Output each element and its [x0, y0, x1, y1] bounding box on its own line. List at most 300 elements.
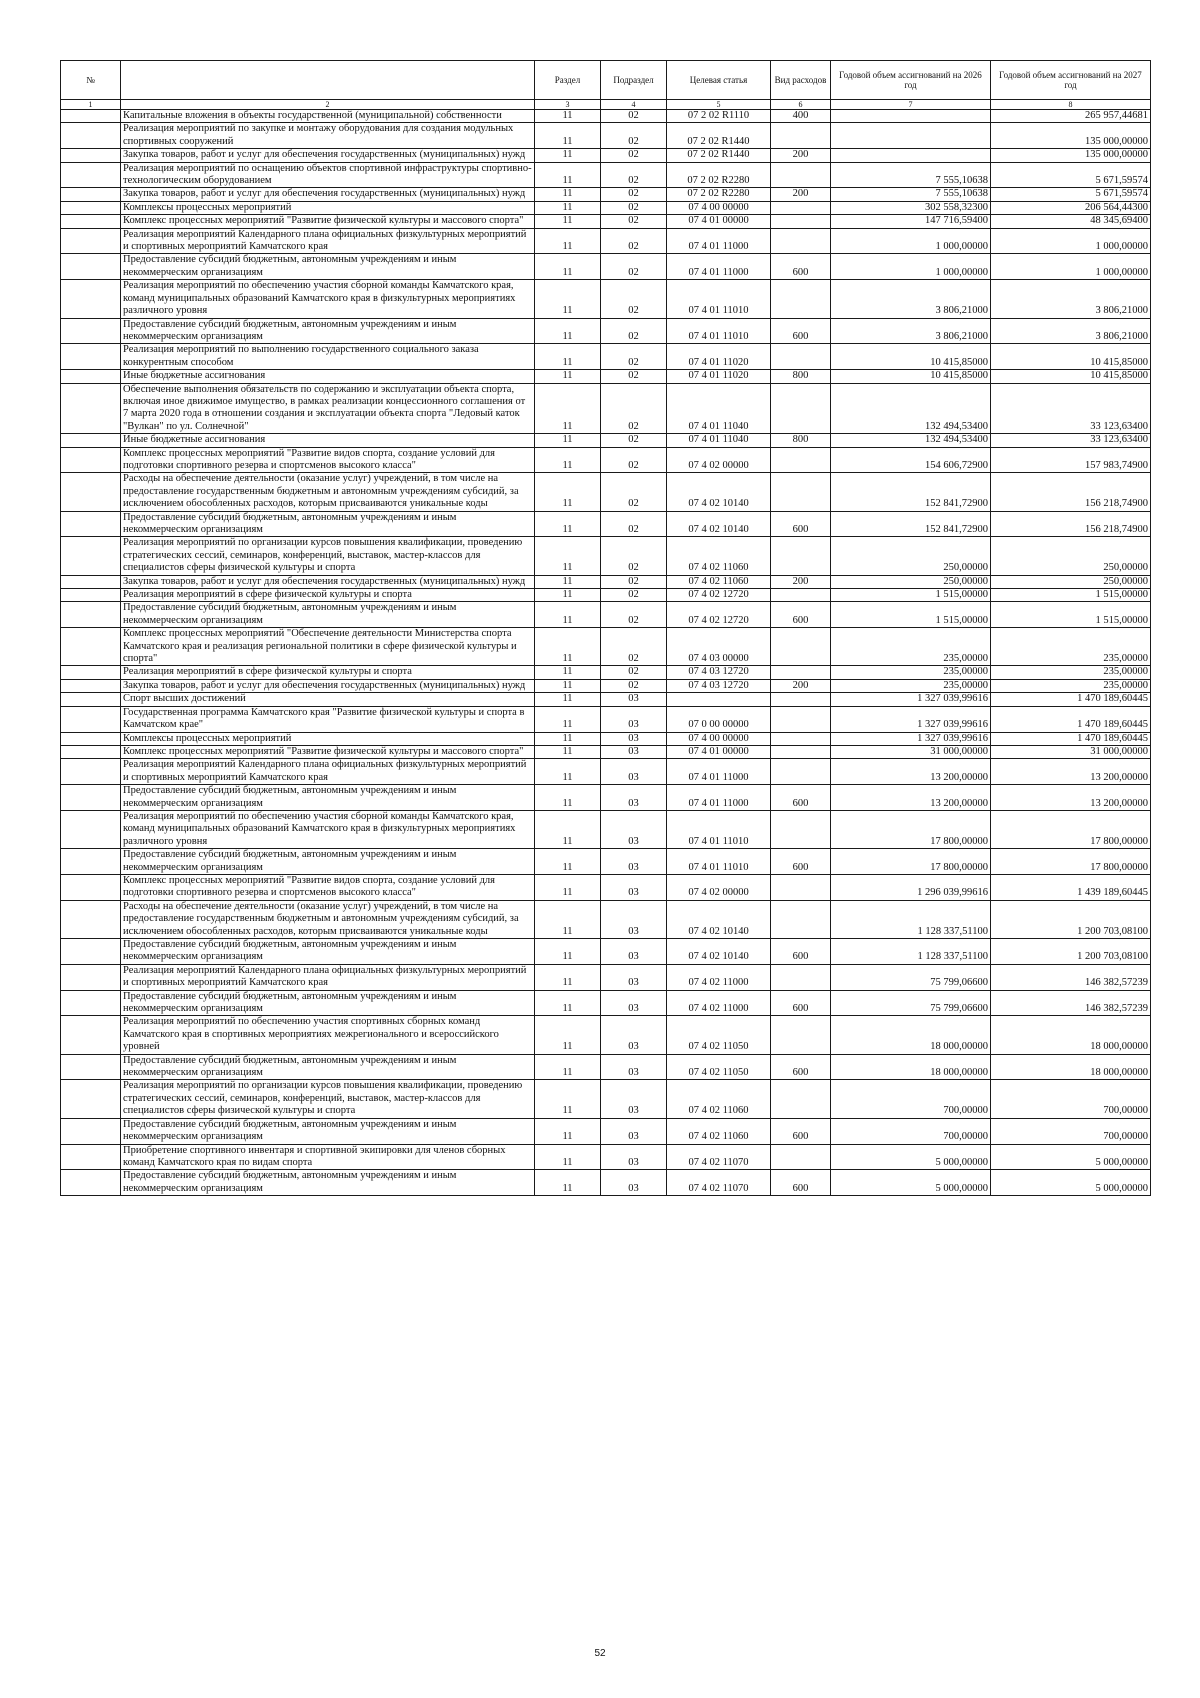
subsection-cell: 03: [601, 849, 667, 875]
target-article-cell: 07 4 02 10140: [667, 900, 771, 938]
target-article-cell: 07 4 03 12720: [667, 679, 771, 692]
target-article-cell: 07 4 02 11000: [667, 964, 771, 990]
amount-2027-cell: 146 382,57239: [991, 964, 1151, 990]
row-number-cell: [61, 370, 121, 383]
expense-type-cell: [771, 537, 831, 575]
item-name-cell: Комплекс процессных мероприятий "Развитие физической культуры и массового спорта": [121, 745, 535, 758]
item-name-cell: Спорт высших достижений: [121, 693, 535, 706]
item-name-cell: Реализация мероприятий Календарного плана официальных физкультурных мероприятий и спортивных мероприятий Камчатского края: [121, 964, 535, 990]
expense-type-cell: 600: [771, 1170, 831, 1196]
amount-2026-cell: 17 800,00000: [831, 810, 991, 848]
subsection-cell: 03: [601, 745, 667, 758]
section-cell: 11: [535, 254, 601, 280]
subsection-cell: 03: [601, 785, 667, 811]
section-cell: 11: [535, 964, 601, 990]
subsection-cell: 02: [601, 447, 667, 473]
section-cell: 11: [535, 511, 601, 537]
section-cell: 11: [535, 228, 601, 254]
expense-type-cell: [771, 693, 831, 706]
item-name-cell: Реализация мероприятий в сфере физической культуры и спорта: [121, 589, 535, 602]
subsection-cell: 02: [601, 228, 667, 254]
section-cell: 11: [535, 759, 601, 785]
amount-2026-cell: 132 494,53400: [831, 434, 991, 447]
amount-2027-cell: 135 000,00000: [991, 149, 1151, 162]
amount-2026-cell: 250,00000: [831, 575, 991, 588]
table-row: [61, 537, 1151, 575]
target-article-cell: 07 4 02 10140: [667, 473, 771, 511]
row-number-cell: [61, 383, 121, 434]
item-name-cell: Комплекс процессных мероприятий "Развитие физической культуры и массового спорта": [121, 215, 535, 228]
amount-2026-cell: 3 806,21000: [831, 280, 991, 318]
subsection-cell: 02: [601, 215, 667, 228]
subsection-cell: 02: [601, 602, 667, 628]
item-name-cell: Реализация мероприятий по обеспечению участия сборной команды Камчатского края, команд муниципальных образований Камчатского края в физкультурных мероприятиях различного уровня: [121, 280, 535, 318]
amount-2026-cell: 7 555,10638: [831, 188, 991, 201]
row-number-cell: [61, 810, 121, 848]
table-row: [61, 447, 1151, 473]
subsection-cell: 02: [601, 473, 667, 511]
expense-type-cell: 600: [771, 254, 831, 280]
item-name-cell: Иные бюджетные ассигнования: [121, 434, 535, 447]
amount-2026-cell: 235,00000: [831, 679, 991, 692]
row-number-cell: [61, 228, 121, 254]
row-number-cell: [61, 732, 121, 745]
column-number: 4: [601, 100, 667, 110]
amount-2026-cell: 75 799,06600: [831, 964, 991, 990]
subsection-cell: 02: [601, 318, 667, 344]
amount-2026-cell: 154 606,72900: [831, 447, 991, 473]
amount-2026-cell: 18 000,00000: [831, 1054, 991, 1080]
row-number-cell: [61, 874, 121, 900]
header-target-article: Целевая статья: [667, 61, 771, 100]
subsection-cell: 02: [601, 628, 667, 666]
subsection-cell: 02: [601, 511, 667, 537]
section-cell: 11: [535, 575, 601, 588]
amount-2026-cell: 250,00000: [831, 537, 991, 575]
target-article-cell: 07 4 02 00000: [667, 874, 771, 900]
item-name-cell: Предоставление субсидий бюджетным, автономным учреждениям и иным некоммерческим организациям: [121, 254, 535, 280]
expense-type-cell: [771, 201, 831, 214]
row-number-cell: [61, 344, 121, 370]
header-expense-type: Вид расходов: [771, 61, 831, 100]
row-number-cell: [61, 745, 121, 758]
item-name-cell: Реализация мероприятий по оснащению объектов спортивной инфраструктуры спортивно-технологическим оборудованием: [121, 162, 535, 188]
header-no: №: [61, 61, 121, 100]
target-article-cell: 07 4 02 11050: [667, 1016, 771, 1054]
amount-2027-cell: 250,00000: [991, 575, 1151, 588]
amount-2026-cell: 31 000,00000: [831, 745, 991, 758]
row-number-cell: [61, 1016, 121, 1054]
expense-type-cell: [771, 810, 831, 848]
target-article-cell: 07 4 01 11000: [667, 785, 771, 811]
subsection-cell: 03: [601, 964, 667, 990]
budget-table-page: [60, 60, 1150, 1196]
row-number-cell: [61, 188, 121, 201]
header-amount-2026: Годовой объем ассигнований на 2026 год: [831, 61, 991, 100]
amount-2026-cell: [831, 123, 991, 149]
table-row: [61, 201, 1151, 214]
table-row: [61, 1080, 1151, 1118]
item-name-cell: Предоставление субсидий бюджетным, автономным учреждениям и иным некоммерческим организациям: [121, 1170, 535, 1196]
subsection-cell: 02: [601, 666, 667, 679]
section-cell: 11: [535, 693, 601, 706]
subsection-cell: 02: [601, 575, 667, 588]
target-article-cell: 07 4 01 11000: [667, 228, 771, 254]
section-cell: 11: [535, 318, 601, 344]
amount-2027-cell: 13 200,00000: [991, 785, 1151, 811]
amount-2026-cell: [831, 110, 991, 123]
row-number-cell: [61, 939, 121, 965]
subsection-cell: 02: [601, 123, 667, 149]
row-number-cell: [61, 1144, 121, 1170]
target-article-cell: 07 4 00 00000: [667, 201, 771, 214]
table-row: [61, 964, 1151, 990]
amount-2026-cell: 3 806,21000: [831, 318, 991, 344]
expense-type-cell: 600: [771, 785, 831, 811]
target-article-cell: 07 4 02 10140: [667, 511, 771, 537]
item-name-cell: Закупка товаров, работ и услуг для обеспечения государственных (муниципальных) нужд: [121, 575, 535, 588]
subsection-cell: 03: [601, 1170, 667, 1196]
page-number: 52: [594, 1648, 606, 1659]
section-cell: 11: [535, 344, 601, 370]
expense-type-cell: 600: [771, 939, 831, 965]
item-name-cell: Реализация мероприятий Календарного плана официальных физкультурных мероприятий и спортивных мероприятий Камчатского края: [121, 228, 535, 254]
target-article-cell: 07 2 02 R2280: [667, 188, 771, 201]
expense-type-cell: [771, 589, 831, 602]
expense-type-cell: [771, 228, 831, 254]
row-number-cell: [61, 215, 121, 228]
amount-2026-cell: 13 200,00000: [831, 759, 991, 785]
row-number-cell: [61, 162, 121, 188]
row-number-cell: [61, 628, 121, 666]
section-cell: 11: [535, 785, 601, 811]
amount-2026-cell: 152 841,72900: [831, 511, 991, 537]
amount-2026-cell: 235,00000: [831, 666, 991, 679]
expense-type-cell: 400: [771, 110, 831, 123]
subsection-cell: 03: [601, 1118, 667, 1144]
amount-2026-cell: 132 494,53400: [831, 383, 991, 434]
row-number-cell: [61, 849, 121, 875]
column-number: 1: [61, 100, 121, 110]
expense-type-cell: [771, 447, 831, 473]
subsection-cell: 02: [601, 162, 667, 188]
amount-2027-cell: 33 123,63400: [991, 434, 1151, 447]
table-body: [61, 110, 1151, 1196]
section-cell: 11: [535, 1144, 601, 1170]
target-article-cell: 07 4 01 11010: [667, 280, 771, 318]
expense-type-cell: [771, 759, 831, 785]
item-name-cell: Реализация мероприятий по организации курсов повышения квалификации, проведению стратегических сессий, семинаров, конференций, выставок, мастер-классов для специалистов сферы физической культуры и спорта: [121, 1080, 535, 1118]
amount-2026-cell: 5 000,00000: [831, 1144, 991, 1170]
amount-2027-cell: 1 200 703,08100: [991, 900, 1151, 938]
subsection-cell: 03: [601, 1144, 667, 1170]
section-cell: 11: [535, 939, 601, 965]
target-article-cell: 07 4 02 12720: [667, 589, 771, 602]
subsection-cell: 02: [601, 383, 667, 434]
row-number-cell: [61, 900, 121, 938]
item-name-cell: Предоставление субсидий бюджетным, автономным учреждениям и иным некоммерческим организациям: [121, 939, 535, 965]
item-name-cell: Капитальные вложения в объекты государственной (муниципальной) собственности: [121, 110, 535, 123]
expense-type-cell: 800: [771, 370, 831, 383]
section-cell: 11: [535, 666, 601, 679]
amount-2027-cell: 1 470 189,60445: [991, 693, 1151, 706]
table-header-row: [61, 61, 1151, 100]
table-row: [61, 810, 1151, 848]
expense-type-cell: [771, 706, 831, 732]
row-number-cell: [61, 110, 121, 123]
item-name-cell: Закупка товаров, работ и услуг для обеспечения государственных (муниципальных) нужд: [121, 679, 535, 692]
budget-table: [60, 60, 1151, 1196]
table-row: [61, 1144, 1151, 1170]
target-article-cell: 07 4 01 11040: [667, 434, 771, 447]
item-name-cell: Реализация мероприятий по выполнению государственного социального заказа конкурентным способом: [121, 344, 535, 370]
expense-type-cell: [771, 628, 831, 666]
amount-2026-cell: 1 296 039,99616: [831, 874, 991, 900]
expense-type-cell: [771, 900, 831, 938]
expense-type-cell: [771, 1080, 831, 1118]
section-cell: 11: [535, 1080, 601, 1118]
expense-type-cell: [771, 874, 831, 900]
expense-type-cell: 200: [771, 679, 831, 692]
amount-2026-cell: 75 799,06600: [831, 990, 991, 1016]
amount-2026-cell: 1 327 039,99616: [831, 732, 991, 745]
amount-2026-cell: 17 800,00000: [831, 849, 991, 875]
amount-2027-cell: 10 415,85000: [991, 370, 1151, 383]
target-article-cell: 07 4 02 12720: [667, 602, 771, 628]
amount-2026-cell: 1 128 337,51100: [831, 900, 991, 938]
table-row: [61, 1170, 1151, 1196]
target-article-cell: 07 4 01 00000: [667, 745, 771, 758]
amount-2026-cell: 1 515,00000: [831, 602, 991, 628]
amount-2026-cell: 700,00000: [831, 1118, 991, 1144]
amount-2026-cell: 1 515,00000: [831, 589, 991, 602]
row-number-cell: [61, 473, 121, 511]
amount-2027-cell: 18 000,00000: [991, 1054, 1151, 1080]
section-cell: 11: [535, 280, 601, 318]
table-row: [61, 602, 1151, 628]
row-number-cell: [61, 1054, 121, 1080]
item-name-cell: Закупка товаров, работ и услуг для обеспечения государственных (муниципальных) нужд: [121, 149, 535, 162]
item-name-cell: Комплекс процессных мероприятий "Обеспечение деятельности Министерства спорта Камчатского края и реализация региональной политики в сфере физической культуры и спорта": [121, 628, 535, 666]
section-cell: 11: [535, 732, 601, 745]
table-row: [61, 990, 1151, 1016]
amount-2026-cell: 10 415,85000: [831, 370, 991, 383]
item-name-cell: Реализация мероприятий по обеспечению участия спортивных сборных команд Камчатского края в спортивных мероприятиях межрегионального и всероссийского уровней: [121, 1016, 535, 1054]
amount-2027-cell: 1 200 703,08100: [991, 939, 1151, 965]
target-article-cell: 07 4 02 10140: [667, 939, 771, 965]
expense-type-cell: 200: [771, 575, 831, 588]
column-number-row: [61, 100, 1151, 110]
item-name-cell: Реализация мероприятий Календарного плана официальных физкультурных мероприятий и спортивных мероприятий Камчатского края: [121, 759, 535, 785]
subsection-cell: 02: [601, 188, 667, 201]
section-cell: 11: [535, 447, 601, 473]
amount-2027-cell: 235,00000: [991, 666, 1151, 679]
table-row: [61, 149, 1151, 162]
expense-type-cell: 600: [771, 1118, 831, 1144]
row-number-cell: [61, 434, 121, 447]
section-cell: 11: [535, 589, 601, 602]
amount-2027-cell: 1 515,00000: [991, 589, 1151, 602]
subsection-cell: 03: [601, 706, 667, 732]
table-row: [61, 370, 1151, 383]
item-name-cell: Предоставление субсидий бюджетным, автономным учреждениям и иным некоммерческим организациям: [121, 318, 535, 344]
target-article-cell: 07 4 01 11000: [667, 759, 771, 785]
subsection-cell: 02: [601, 434, 667, 447]
amount-2026-cell: 302 558,32300: [831, 201, 991, 214]
target-article-cell: 07 4 01 11010: [667, 849, 771, 875]
expense-type-cell: 600: [771, 990, 831, 1016]
table-row: [61, 318, 1151, 344]
expense-type-cell: [771, 383, 831, 434]
amount-2027-cell: 5 671,59574: [991, 188, 1151, 201]
column-number: 7: [831, 100, 991, 110]
item-name-cell: Приобретение спортивного инвентаря и спортивной экипировки для членов сборных команд Камчатского края по видам спорта: [121, 1144, 535, 1170]
amount-2026-cell: 1 000,00000: [831, 254, 991, 280]
target-article-cell: 07 0 00 00000: [667, 706, 771, 732]
amount-2026-cell: [831, 149, 991, 162]
target-article-cell: 07 4 02 11070: [667, 1144, 771, 1170]
amount-2026-cell: 1 000,00000: [831, 228, 991, 254]
expense-type-cell: [771, 344, 831, 370]
row-number-cell: [61, 990, 121, 1016]
amount-2027-cell: 10 415,85000: [991, 344, 1151, 370]
expense-type-cell: [771, 473, 831, 511]
row-number-cell: [61, 666, 121, 679]
expense-type-cell: 600: [771, 1054, 831, 1080]
expense-type-cell: [771, 666, 831, 679]
target-article-cell: 07 4 02 11060: [667, 537, 771, 575]
section-cell: 11: [535, 473, 601, 511]
section-cell: 11: [535, 900, 601, 938]
item-name-cell: Реализация мероприятий в сфере физической культуры и спорта: [121, 666, 535, 679]
amount-2027-cell: 156 218,74900: [991, 511, 1151, 537]
amount-2026-cell: 235,00000: [831, 628, 991, 666]
section-cell: 11: [535, 162, 601, 188]
section-cell: 11: [535, 383, 601, 434]
table-row: [61, 666, 1151, 679]
table-row: [61, 228, 1151, 254]
row-number-cell: [61, 602, 121, 628]
table-row: [61, 589, 1151, 602]
amount-2027-cell: 17 800,00000: [991, 810, 1151, 848]
table-row: [61, 679, 1151, 692]
row-number-cell: [61, 964, 121, 990]
item-name-cell: Предоставление субсидий бюджетным, автономным учреждениям и иным некоммерческим организациям: [121, 990, 535, 1016]
table-row: [61, 511, 1151, 537]
target-article-cell: 07 4 03 00000: [667, 628, 771, 666]
section-cell: 11: [535, 706, 601, 732]
section-cell: 11: [535, 188, 601, 201]
table-row: [61, 254, 1151, 280]
target-article-cell: 07 4 02 00000: [667, 447, 771, 473]
expense-type-cell: [771, 162, 831, 188]
expense-type-cell: 600: [771, 602, 831, 628]
amount-2026-cell: 147 716,59400: [831, 215, 991, 228]
row-number-cell: [61, 693, 121, 706]
expense-type-cell: [771, 1016, 831, 1054]
target-article-cell: 07 4 01 11000: [667, 254, 771, 280]
amount-2027-cell: 1 000,00000: [991, 254, 1151, 280]
table-row: [61, 110, 1151, 123]
section-cell: 11: [535, 1170, 601, 1196]
subsection-cell: 03: [601, 939, 667, 965]
row-number-cell: [61, 447, 121, 473]
table-row: [61, 874, 1151, 900]
amount-2027-cell: 17 800,00000: [991, 849, 1151, 875]
table-row: [61, 1054, 1151, 1080]
amount-2027-cell: 3 806,21000: [991, 318, 1151, 344]
amount-2027-cell: 5 000,00000: [991, 1170, 1151, 1196]
amount-2026-cell: 13 200,00000: [831, 785, 991, 811]
target-article-cell: 07 4 01 11010: [667, 810, 771, 848]
target-article-cell: 07 4 03 12720: [667, 666, 771, 679]
header-amount-2027: Годовой объем ассигнований на 2027 год: [991, 61, 1151, 100]
row-number-cell: [61, 575, 121, 588]
amount-2026-cell: 10 415,85000: [831, 344, 991, 370]
item-name-cell: Предоставление субсидий бюджетным, автономным учреждениям и иным некоммерческим организациям: [121, 511, 535, 537]
expense-type-cell: 600: [771, 849, 831, 875]
expense-type-cell: [771, 123, 831, 149]
row-number-cell: [61, 123, 121, 149]
amount-2027-cell: 1 470 189,60445: [991, 732, 1151, 745]
amount-2027-cell: 1 000,00000: [991, 228, 1151, 254]
subsection-cell: 03: [601, 874, 667, 900]
item-name-cell: Закупка товаров, работ и услуг для обеспечения государственных (муниципальных) нужд: [121, 188, 535, 201]
amount-2027-cell: 157 983,74900: [991, 447, 1151, 473]
table-row: [61, 732, 1151, 745]
table-row: [61, 473, 1151, 511]
item-name-cell: Расходы на обеспечение деятельности (оказание услуг) учреждений, в том числе на предоставление государственным бюджетным и автономным учреждениям субсидий, за исключением обособленных расходов, которым присваиваются уникальные коды: [121, 900, 535, 938]
subsection-cell: 03: [601, 1080, 667, 1118]
table-row: [61, 745, 1151, 758]
row-number-cell: [61, 1080, 121, 1118]
expense-type-cell: 600: [771, 318, 831, 344]
item-name-cell: Реализация мероприятий по организации курсов повышения квалификации, проведению стратегических сессий, семинаров, конференций, выставок, мастер-классов для специалистов сферы физической культуры и спорта: [121, 537, 535, 575]
table-row: [61, 785, 1151, 811]
amount-2026-cell: 1 128 337,51100: [831, 939, 991, 965]
table-row: [61, 939, 1151, 965]
item-name-cell: Расходы на обеспечение деятельности (оказание услуг) учреждений, в том числе на предоставление государственным бюджетным и автономным учреждениям субсидий, за исключением обособленных расходов, которым присваиваются уникальные коды: [121, 473, 535, 511]
section-cell: 11: [535, 602, 601, 628]
target-article-cell: 07 4 02 11050: [667, 1054, 771, 1080]
subsection-cell: 03: [601, 990, 667, 1016]
subsection-cell: 02: [601, 149, 667, 162]
item-name-cell: Реализация мероприятий по закупке и монтажу оборудования для создания модульных спортивных сооружений: [121, 123, 535, 149]
amount-2026-cell: 1 327 039,99616: [831, 706, 991, 732]
row-number-cell: [61, 511, 121, 537]
table-row: [61, 162, 1151, 188]
row-number-cell: [61, 280, 121, 318]
expense-type-cell: [771, 732, 831, 745]
table-row: [61, 1118, 1151, 1144]
expense-type-cell: [771, 745, 831, 758]
expense-type-cell: 200: [771, 149, 831, 162]
subsection-cell: 02: [601, 589, 667, 602]
amount-2027-cell: 33 123,63400: [991, 383, 1151, 434]
expense-type-cell: 800: [771, 434, 831, 447]
subsection-cell: 02: [601, 537, 667, 575]
item-name-cell: Обеспечение выполнения обязательств по содержанию и эксплуатации объекта спорта, включая иное движимое имущество, в рамках реализации концессионного соглашения от 7 марта 2020 года в отношении создания и эксплуатации объекта спорта "Ледовый каток "Вулкан" по ул. Солнечной": [121, 383, 535, 434]
row-number-cell: [61, 785, 121, 811]
section-cell: 11: [535, 370, 601, 383]
amount-2027-cell: 5 671,59574: [991, 162, 1151, 188]
subsection-cell: 02: [601, 280, 667, 318]
table-row: [61, 900, 1151, 938]
table-row: [61, 280, 1151, 318]
row-number-cell: [61, 679, 121, 692]
section-cell: 11: [535, 201, 601, 214]
amount-2026-cell: 700,00000: [831, 1080, 991, 1118]
